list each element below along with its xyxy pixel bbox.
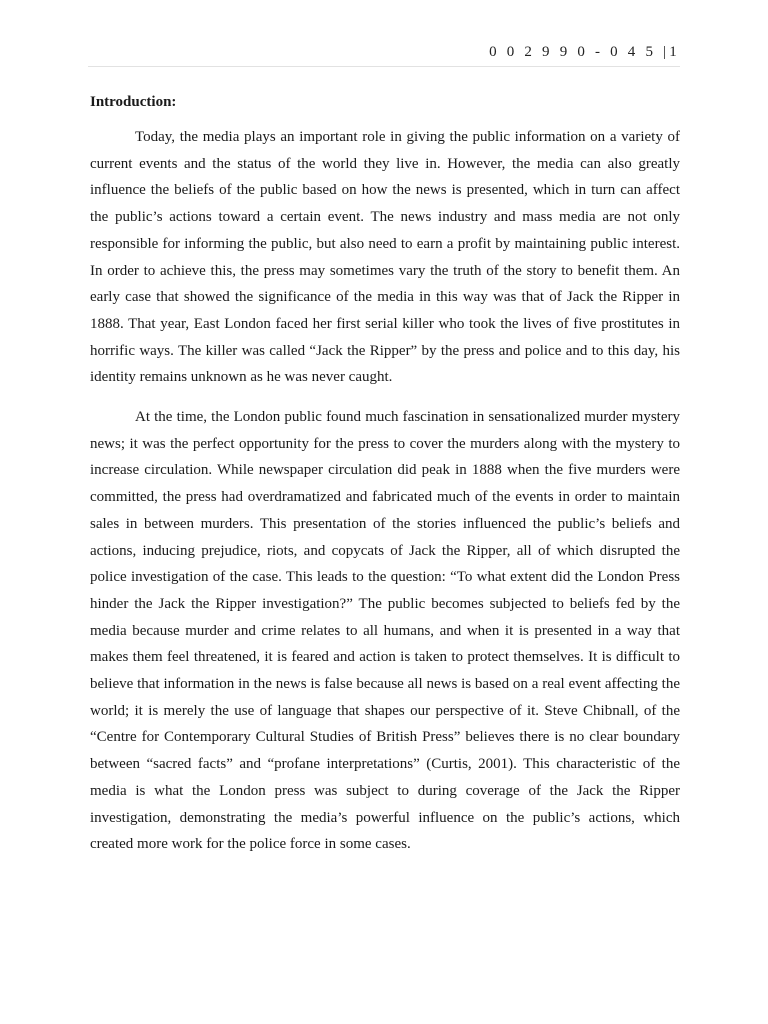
paragraph-context: At the time, the London public found much fascination in sensationalized murder mystery news; it was the perfect opportunity for the press to cover the murders along with the mystery to increase circulation. While newspaper circulation did peak in 1888 when the five murders were committed, the press had overdramatized and fabricated much of the events in order to maintain sales in between murders. This presentation of the stories influenced the public’s beliefs and actions, inducing prejudice, riots, and copycats of Jack the Ripper, all of which disrupted the police investigation of the case. This leads to the question: “To what extent did the London Press hinder the Jack the Ripper investigation?” The public becomes subjected to beliefs fed by the media because murder and crime relates to all humans, and when it is presented in a way that makes them feel threatened, it is feared and action is taken to protect themselves. It is difficult to believe that information in the news is false because all news is based on a real event affecting the world; it is merely the use of language that shapes our perspective of it. Steve Chibnall, of the “Centre for Contemporary Cultural Studies of British Press” believes there is no clear boundary between “sacred facts” and “profane interpretations” (Curtis, 2001). This characteristic of the media is what the London press was subject to during coverage of the Jack the Ripper investigation, demonstrating the media’s powerful influence on the public’s actions, which created more work for the police force in some cases. — [90, 409, 680, 853]
document-body — [90, 92, 680, 871]
page-header-id: 0 0 2 9 9 0 - 0 4 5 |1 — [489, 44, 680, 60]
section-heading: Introduction: — [90, 94, 177, 110]
paragraph-intro: Today, the media plays an important role in giving the public information on a variety of current events and the status of the world they live in. However, the media can also greatly influence the beliefs of the public based on how the news is presented, which in turn can affect the public’s actions toward a certain event. The news industry and mass media are not only responsible for informing the public, but also need to earn a profit by maintaining public interest. In order to achieve this, the press may sometimes vary the truth of the story to benefit them. An early case that showed the significance of the media in this way was that of Jack the Ripper in 1888. That year, East London faced her first serial killer who took the lives of five prostitutes in horrific ways. The killer was called “Jack the Ripper” by the press and police and to this day, his identity remains unknown as he was never caught. — [90, 129, 680, 386]
header-divider — [88, 66, 680, 67]
